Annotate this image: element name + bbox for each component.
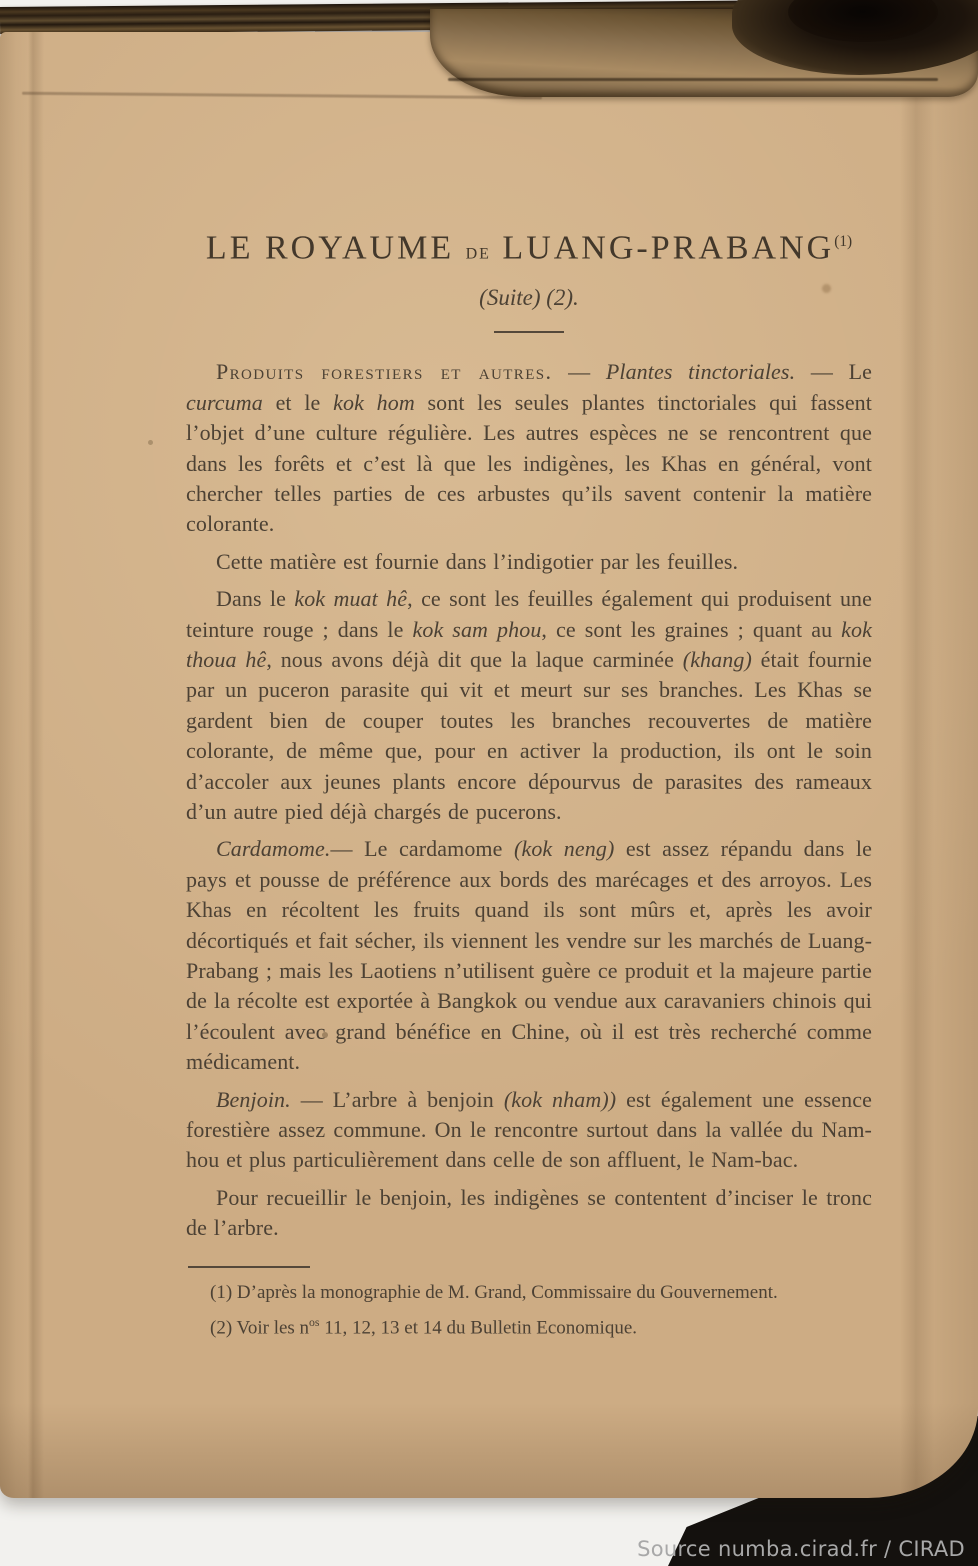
paragraph-benjoin	[186, 1085, 872, 1176]
paragraph-indigotier	[186, 547, 872, 577]
text-segment: , ce sont les graines ; quant au	[541, 616, 842, 642]
footnotes-block	[186, 1266, 872, 1343]
superscript-os: os	[309, 1315, 320, 1329]
foxing-spot	[148, 440, 153, 445]
text-segment: — L’arbre à benjoin	[290, 1086, 504, 1112]
text-segment: —	[552, 359, 606, 385]
paragraph-recueillir-benjoin	[186, 1183, 872, 1244]
footnote-1: (1) D’après la monographie de M. Grand, Commissaire du Gouvernement.	[210, 1281, 778, 1303]
text-segment: , nous avons déjà dit que la laque carminée	[266, 646, 683, 672]
title-footnote-ref: (1)	[834, 233, 853, 250]
paragraph-cardamome	[186, 834, 872, 1077]
text-segment-italic: (kok nham))	[503, 1086, 617, 1112]
text-segment: est également une essence forestière assez commune. On le rencontre surtout dans la vallée du Nam-hou et plus particulièrement dans celle de son affluent, le Nam-bac.	[186, 1086, 872, 1173]
text-segment: et le	[262, 389, 334, 415]
title-de: de	[465, 238, 491, 265]
text-segment-italic: curcuma	[186, 389, 263, 415]
printed-content	[186, 220, 872, 1343]
text-segment-italic: Plantes tinctoriales.	[605, 359, 796, 385]
text-segment-italic: kok sam phou	[412, 616, 542, 642]
text-segment: était fournie par un puceron parasite qui vit et meurt sur ses branches. Les Khas se gardent bien de couper toutes les branches recouvertes de matière colorante, de même que, pour en activer la production, ils ont le soin d’accoler aux jeunes plants encore dépourvus de parasites des rameaux d’un autre pied déjà chargés de pucerons.	[186, 646, 872, 825]
paper-crease	[22, 92, 542, 100]
text-segment: , ce sont les feuilles également qui produisent une teinture rouge ; dans le	[186, 586, 873, 642]
footnote-divider	[188, 1266, 310, 1268]
page-edge-line	[448, 78, 938, 81]
text-segment: Dans le	[216, 586, 295, 612]
section-lead-small-caps: Produits forestiers et autres.	[216, 359, 553, 385]
title-text: LUANG-PRABANG	[490, 229, 835, 267]
text-segment: 11, 12, 13 et 14 du Bulletin Economique.	[319, 1317, 638, 1339]
text-segment-italic: kok muat hê	[294, 586, 408, 612]
text-segment: Pour recueillir le benjoin, les indigènes se contentent d’inciser le tronc de l’arbre.	[186, 1184, 872, 1241]
title-divider	[494, 331, 564, 333]
text-segment: — Le cardamome	[330, 836, 515, 862]
text-segment: est assez répandu dans le pays et pousse de préférence aux bords des marécages et des arroyos. Les Khas en récoltent les fruits quand ils sont mûrs et, après les avoir décortiqués et fait sécher, ils viennent les vendre sur les marchés de Luang-Prabang ; mais les Laotiens n’utilisent guère ce produit et la majeure partie de la récolte est exportée à Bangkok ou vendue aux caravaniers chinois qui l’écoulent avec grand bénéfice en Chine, où il est très recherché comme médicament.	[186, 836, 872, 1075]
title-text: LE ROYAUME	[205, 229, 466, 267]
text-segment: — Le	[795, 359, 872, 385]
text-segment-italic: kok thoua hê	[186, 616, 872, 672]
page-title	[186, 220, 872, 273]
page-subtitle: (Suite) (2).	[479, 285, 579, 311]
source-watermark: Source numba.cirad.fr / CIRAD	[637, 1537, 965, 1561]
page-paper	[0, 32, 978, 1498]
text-segment-italic: (kok neng)	[514, 836, 615, 862]
text-segment-italic: (khang)	[682, 646, 752, 672]
paragraph-kok-muat-he	[186, 584, 872, 827]
text-segment: Cette matière est fournie dans l’indigotier par les feuilles.	[216, 548, 739, 574]
paragraph-produits-forestiers	[186, 357, 872, 539]
text-segment: (2) Voir les n	[210, 1317, 310, 1339]
paragraph-lead-italic: Benjoin.	[216, 1086, 291, 1112]
paragraph-lead-italic: Cardamome.	[216, 836, 331, 862]
text-segment: sont les seules plantes tinctoriales qui fassent l’objet d’une culture régulière. Les autres espèces ne se rencontrent que dans les forêts et c’est là que les indigènes, les Khas en général, vont chercher telles parties de ces arbustes qu’ils savent contenir la matière colorante.	[186, 389, 872, 537]
text-segment-italic: kok hom	[333, 389, 415, 415]
footnote-2	[186, 1308, 872, 1343]
